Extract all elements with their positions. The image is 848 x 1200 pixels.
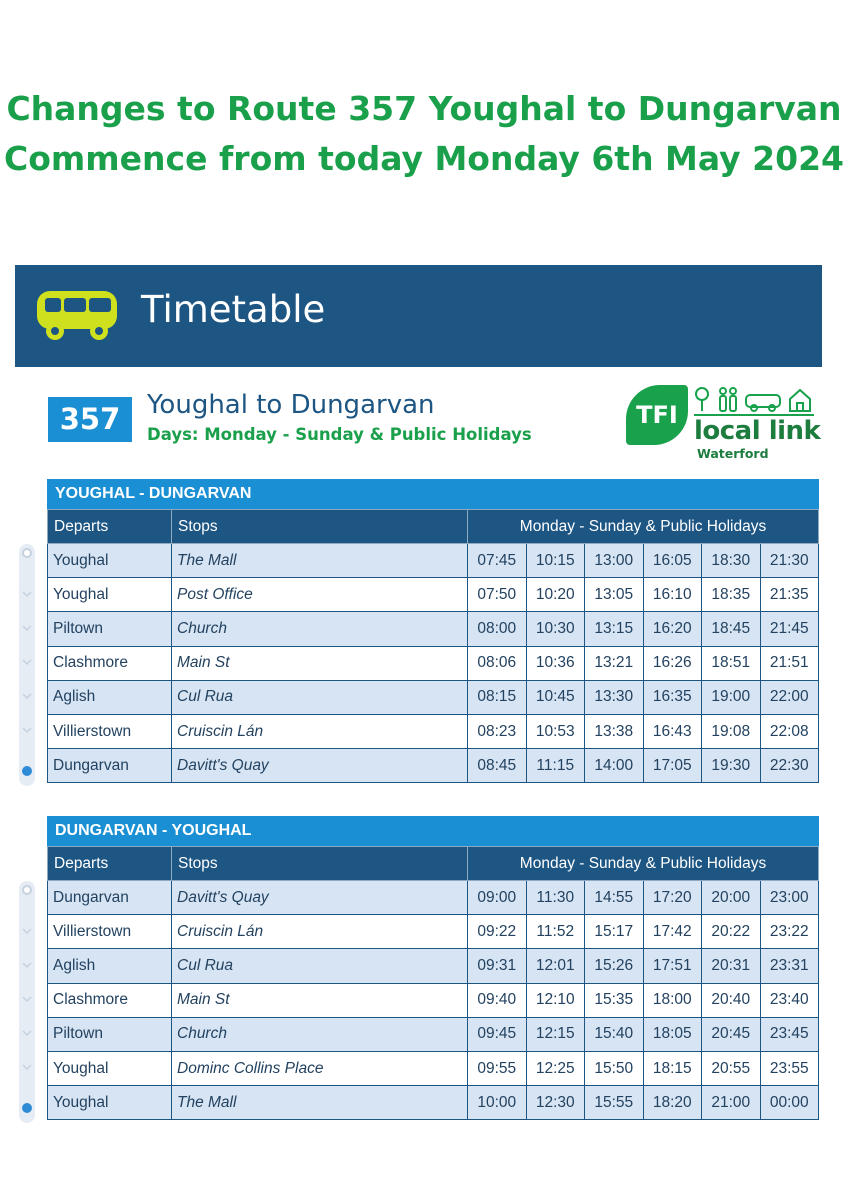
timetable-dungarvan-youghal <box>47 816 819 1120</box>
time-cell: 21:00 <box>702 1086 761 1120</box>
stop-cell: Cul Rua <box>172 680 468 714</box>
time-cell: 12:15 <box>526 1017 585 1051</box>
departs-cell: Clashmore <box>48 983 172 1017</box>
departs-cell: Villierstown <box>48 714 172 748</box>
time-cell: 09:55 <box>468 1051 527 1085</box>
time-cell: 23:55 <box>760 1051 819 1085</box>
timeline-end-dot <box>22 1103 32 1113</box>
timetable-title: Timetable <box>141 288 326 331</box>
table-row <box>48 915 819 949</box>
chevron-down-icon <box>22 927 32 935</box>
time-cell: 19:30 <box>702 749 761 783</box>
time-cell: 13:15 <box>585 612 644 646</box>
stop-cell: Church <box>172 612 468 646</box>
time-cell: 16:05 <box>643 544 702 578</box>
table-row <box>48 749 819 783</box>
time-cell: 14:00 <box>585 749 644 783</box>
time-cell: 08:15 <box>468 680 527 714</box>
time-cell: 10:00 <box>468 1086 527 1120</box>
time-cell: 18:35 <box>702 578 761 612</box>
time-cell: 18:20 <box>643 1086 702 1120</box>
time-cell: 11:52 <box>526 915 585 949</box>
time-cell: 08:00 <box>468 612 527 646</box>
departs-cell: Youghal <box>48 1051 172 1085</box>
time-cell: 23:45 <box>760 1017 819 1051</box>
time-cell: 21:51 <box>760 646 819 680</box>
departs-cell: Youghal <box>48 578 172 612</box>
time-cell: 21:30 <box>760 544 819 578</box>
table-row <box>48 949 819 983</box>
time-cell: 18:45 <box>702 612 761 646</box>
chevron-down-icon <box>22 658 32 666</box>
time-cell: 19:08 <box>702 714 761 748</box>
time-cell: 22:08 <box>760 714 819 748</box>
time-cell: 20:55 <box>702 1051 761 1085</box>
time-cell: 14:55 <box>585 881 644 915</box>
timetable-table <box>47 846 819 1120</box>
days-header: Monday - Sunday & Public Holidays <box>468 847 819 881</box>
table-row <box>48 680 819 714</box>
time-cell: 16:35 <box>643 680 702 714</box>
table-row <box>48 1086 819 1120</box>
stops-header: Stops <box>172 847 468 881</box>
tfi-logo-mark: TFI <box>626 385 688 445</box>
time-cell: 16:10 <box>643 578 702 612</box>
departs-cell: Youghal <box>48 544 172 578</box>
section-title: DUNGARVAN - YOUGHAL <box>47 816 819 846</box>
departs-cell: Youghal <box>48 1086 172 1120</box>
chevron-down-icon <box>22 1029 32 1037</box>
departs-cell: Piltown <box>48 612 172 646</box>
time-cell: 10:15 <box>526 544 585 578</box>
time-cell: 12:30 <box>526 1086 585 1120</box>
time-cell: 16:26 <box>643 646 702 680</box>
time-cell: 10:36 <box>526 646 585 680</box>
table-body <box>48 881 819 1120</box>
time-cell: 20:45 <box>702 1017 761 1051</box>
stop-cell: Davitt's Quay <box>172 881 468 915</box>
time-cell: 13:21 <box>585 646 644 680</box>
stop-cell: Cruiscin Lán <box>172 915 468 949</box>
timetable-table <box>47 509 819 783</box>
time-cell: 23:31 <box>760 949 819 983</box>
time-cell: 13:38 <box>585 714 644 748</box>
departs-cell: Villierstown <box>48 915 172 949</box>
days-header: Monday - Sunday & Public Holidays <box>468 510 819 544</box>
table-row <box>48 1017 819 1051</box>
time-cell: 17:05 <box>643 749 702 783</box>
time-cell: 13:00 <box>585 544 644 578</box>
time-cell: 09:40 <box>468 983 527 1017</box>
route-timeline-2 <box>19 881 35 1123</box>
time-cell: 16:43 <box>643 714 702 748</box>
time-cell: 11:15 <box>526 749 585 783</box>
time-cell: 15:17 <box>585 915 644 949</box>
time-cell: 12:25 <box>526 1051 585 1085</box>
time-cell: 23:00 <box>760 881 819 915</box>
chevron-down-icon <box>22 590 32 598</box>
chevron-down-icon <box>22 726 32 734</box>
stop-cell: Main St <box>172 646 468 680</box>
timetable-youghal-dungarvan <box>47 479 819 783</box>
route-days: Days: Monday - Sunday & Public Holidays <box>147 425 532 444</box>
chevron-down-icon <box>22 624 32 632</box>
time-cell: 20:00 <box>702 881 761 915</box>
time-cell: 07:50 <box>468 578 527 612</box>
time-cell: 18:05 <box>643 1017 702 1051</box>
time-cell: 23:22 <box>760 915 819 949</box>
time-cell: 10:53 <box>526 714 585 748</box>
time-cell: 15:55 <box>585 1086 644 1120</box>
stop-cell: Post Office <box>172 578 468 612</box>
local-link-text: local link <box>694 416 821 446</box>
time-cell: 17:20 <box>643 881 702 915</box>
people-icon <box>720 388 736 411</box>
stop-cell: The Mall <box>172 1086 468 1120</box>
time-cell: 10:20 <box>526 578 585 612</box>
time-cell: 07:45 <box>468 544 527 578</box>
bus-icon <box>35 289 119 341</box>
departs-cell: Aglish <box>48 949 172 983</box>
time-cell: 19:00 <box>702 680 761 714</box>
time-cell: 15:50 <box>585 1051 644 1085</box>
time-cell: 22:30 <box>760 749 819 783</box>
time-cell: 13:30 <box>585 680 644 714</box>
time-cell: 08:06 <box>468 646 527 680</box>
time-cell: 17:51 <box>643 949 702 983</box>
time-cell: 15:35 <box>585 983 644 1017</box>
table-row <box>48 1051 819 1085</box>
time-cell: 22:00 <box>760 680 819 714</box>
time-cell: 15:26 <box>585 949 644 983</box>
page-headline <box>0 84 848 184</box>
small-bus-icon <box>746 395 780 411</box>
headline-line-1: Changes to Route 357 Youghal to Dungarvan <box>6 89 842 128</box>
table-row <box>48 983 819 1017</box>
headline-line-2: Commence from today Monday 6th May 2024 <box>3 139 844 178</box>
timeline-start-dot <box>22 548 32 558</box>
time-cell: 09:31 <box>468 949 527 983</box>
departs-cell: Clashmore <box>48 646 172 680</box>
departs-cell: Piltown <box>48 1017 172 1051</box>
stops-header: Stops <box>172 510 468 544</box>
time-cell: 23:40 <box>760 983 819 1017</box>
time-cell: 21:35 <box>760 578 819 612</box>
time-cell: 12:10 <box>526 983 585 1017</box>
time-cell: 08:23 <box>468 714 527 748</box>
route-number-badge: 357 <box>48 397 132 442</box>
time-cell: 13:05 <box>585 578 644 612</box>
time-cell: 15:40 <box>585 1017 644 1051</box>
stop-cell: Cruiscin Lán <box>172 714 468 748</box>
table-body <box>48 544 819 783</box>
table-row <box>48 646 819 680</box>
table-row <box>48 714 819 748</box>
stop-cell: Cul Rua <box>172 949 468 983</box>
timeline-end-dot <box>22 766 32 776</box>
table-row <box>48 544 819 578</box>
chevron-down-icon <box>22 961 32 969</box>
table-header-row <box>48 510 819 544</box>
tree-icon <box>696 388 708 411</box>
time-cell: 20:40 <box>702 983 761 1017</box>
stop-cell: Dominc Collins Place <box>172 1051 468 1085</box>
departs-cell: Aglish <box>48 680 172 714</box>
time-cell: 08:45 <box>468 749 527 783</box>
time-cell: 10:30 <box>526 612 585 646</box>
time-cell: 11:30 <box>526 881 585 915</box>
chevron-down-icon <box>22 1063 32 1071</box>
tfi-local-link-logo <box>621 382 821 468</box>
table-row <box>48 881 819 915</box>
stop-cell: Davitt's Quay <box>172 749 468 783</box>
timeline-start-dot <box>22 885 32 895</box>
departs-header: Departs <box>48 847 172 881</box>
time-cell: 20:31 <box>702 949 761 983</box>
time-cell: 09:00 <box>468 881 527 915</box>
time-cell: 12:01 <box>526 949 585 983</box>
route-timeline-1 <box>19 544 35 786</box>
time-cell: 16:20 <box>643 612 702 646</box>
time-cell: 20:22 <box>702 915 761 949</box>
time-cell: 18:15 <box>643 1051 702 1085</box>
time-cell: 18:00 <box>643 983 702 1017</box>
time-cell: 00:00 <box>760 1086 819 1120</box>
time-cell: 21:45 <box>760 612 819 646</box>
departs-cell: Dungarvan <box>48 749 172 783</box>
chevron-down-icon <box>22 692 32 700</box>
time-cell: 17:42 <box>643 915 702 949</box>
stop-cell: Church <box>172 1017 468 1051</box>
departs-cell: Dungarvan <box>48 881 172 915</box>
community-icons <box>693 385 815 413</box>
time-cell: 09:45 <box>468 1017 527 1051</box>
table-header-row <box>48 847 819 881</box>
departs-header: Departs <box>48 510 172 544</box>
table-row <box>48 612 819 646</box>
time-cell: 09:22 <box>468 915 527 949</box>
timetable-banner <box>15 265 822 367</box>
logo-region: Waterford <box>697 446 769 461</box>
chevron-down-icon <box>22 995 32 1003</box>
stop-cell: The Mall <box>172 544 468 578</box>
stop-cell: Main St <box>172 983 468 1017</box>
house-icon <box>790 390 810 411</box>
time-cell: 18:30 <box>702 544 761 578</box>
time-cell: 18:51 <box>702 646 761 680</box>
time-cell: 10:45 <box>526 680 585 714</box>
route-name: Youghal to Dungarvan <box>147 390 435 420</box>
table-row <box>48 578 819 612</box>
section-title: YOUGHAL - DUNGARVAN <box>47 479 819 509</box>
